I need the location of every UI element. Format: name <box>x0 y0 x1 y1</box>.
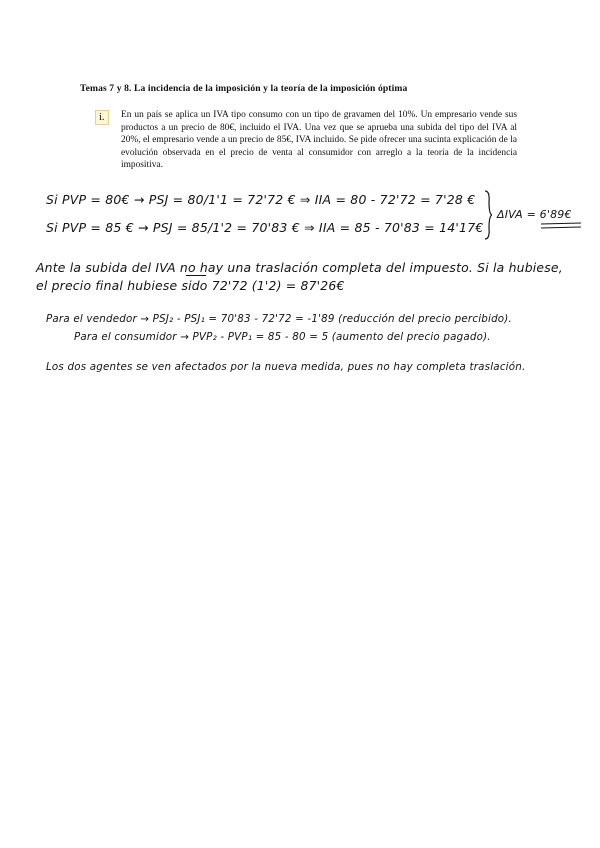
document-title: Temas 7 y 8. La incidencia de la imposición y la teoría de la imposición óptima <box>80 83 408 94</box>
handwritten-calc-line-1: Si PVP = 80€ → PSJ = 80/1'1 = 72'72 € ⇒ IIA = 80 - 72'72 = 7'28 € <box>46 192 476 207</box>
handwritten-delta-iva: ΔIVA = 6'89€ <box>497 208 572 221</box>
handwritten-conclusion-line: Los dos agentes se ven afectados por la nueva medida, pues no hay completa traslación. <box>46 361 526 373</box>
question-text: En un país se aplica un IVA tipo consumo con un tipo de gravamen del 10%. Un empresario vende sus productos a un precio de 80€, incluido el IVA. Una vez que se aprueba una subida del tipo del IVA al 20%, el empresario vende a un precio de 85€, IVA incluido. Se pide ofrecer una sucinta explicación de la evolución observada en el precio de venta al consumidor con arreglo a la teoría de la incidencia impositiva. <box>121 110 517 170</box>
curly-brace-icon <box>484 190 492 240</box>
question-number: i. <box>95 110 109 125</box>
handwritten-calc-line-2: Si PVP = 85 € → PSJ = 85/1'2 = 70'83 € ⇒ IIA = 85 - 70'83 = 14'17€ <box>46 220 484 235</box>
handwritten-explanation-line-1: Ante la subida del IVA no hay una traslación completa del impuesto. Si la hubiese, <box>36 260 563 275</box>
underline-no-icon <box>186 274 206 277</box>
handwritten-consumer-line: Para el consumidor → PVP₂ - PVP₁ = 85 - 80 = 5 (aumento del precio pagado). <box>74 331 491 343</box>
handwritten-explanation-line-2: el precio final hubiese sido 72'72 (1'2) = 87'26€ <box>36 278 345 293</box>
double-underline-icon <box>540 222 582 230</box>
handwritten-seller-line: Para el vendedor → PSJ₂ - PSJ₁ = 70'83 - 72'72 = -1'89 (reducción del precio percibido). <box>46 313 512 325</box>
